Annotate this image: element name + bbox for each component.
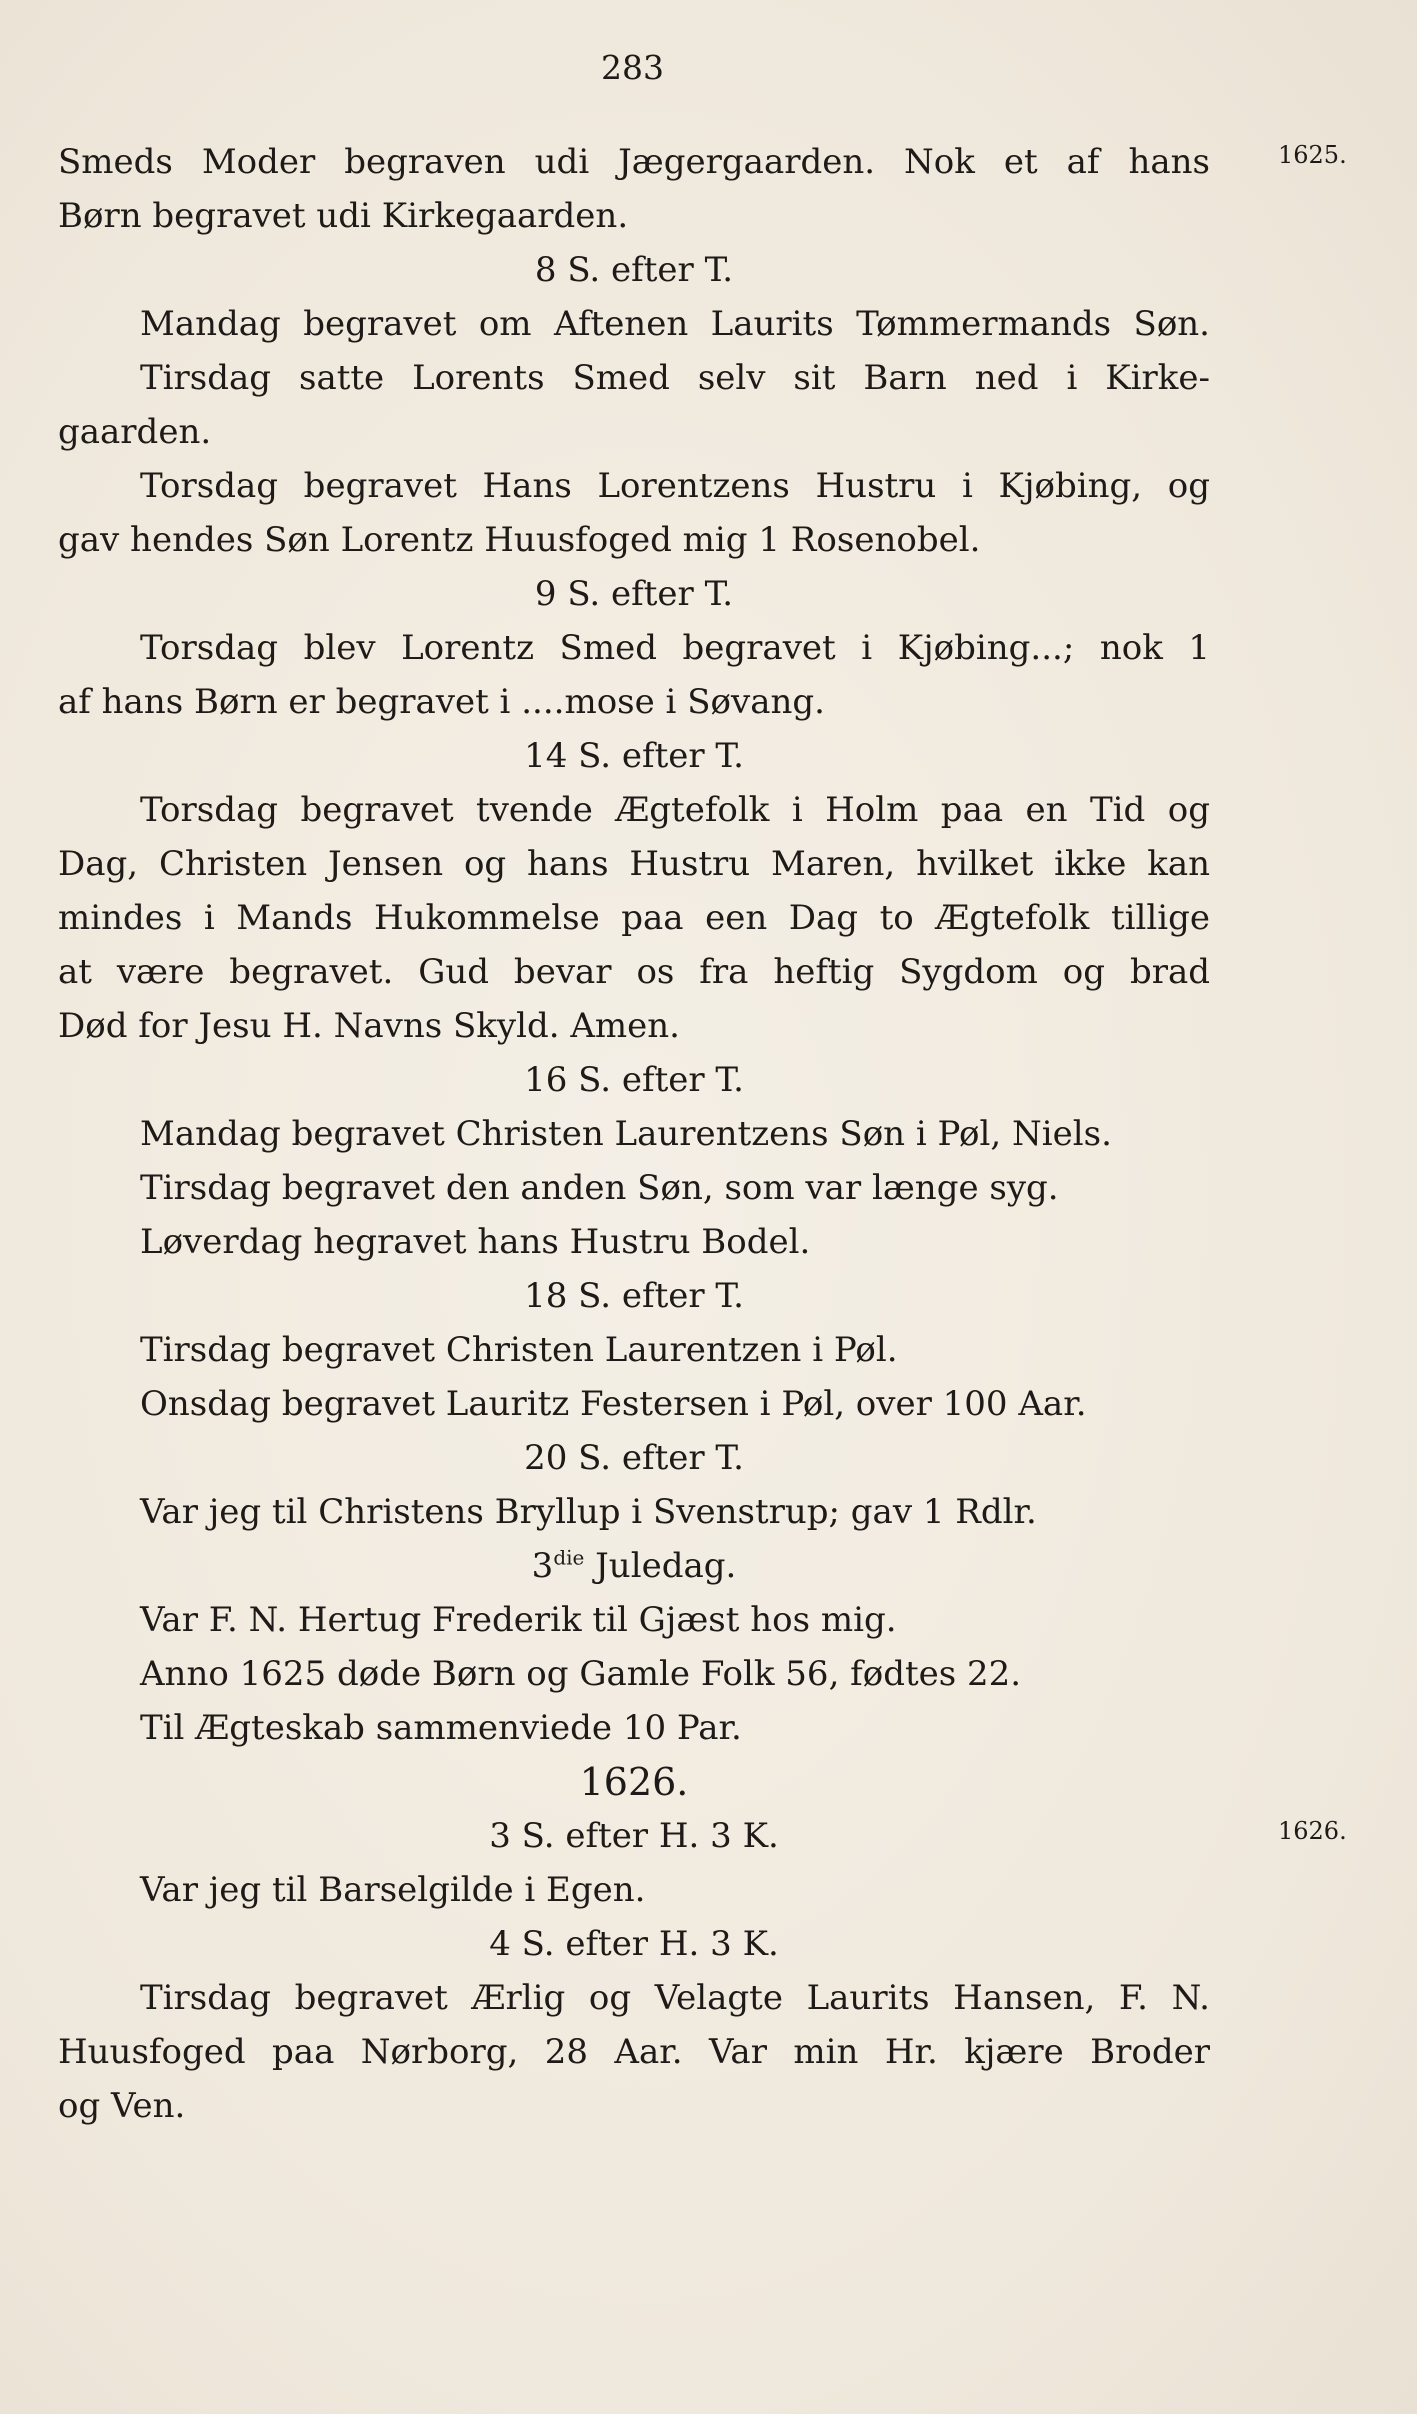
- text-line: Onsdag begravet Lauritz Festersen i Pøl, over 100 Aar.: [140, 1384, 1087, 1424]
- section-heading: 20 S. efter T.: [524, 1438, 744, 1478]
- text-line: Huusfoged paa Nørborg, 28 Aar. Var min Hr. kjære Broder: [58, 2032, 1210, 2072]
- section-heading: 14 S. efter T.: [524, 736, 744, 776]
- text-line: Torsdag begravet tvende Ægtefolk i Holm paa en Tid og: [140, 790, 1210, 830]
- text-line: Løverdag hegravet hans Hustru Bodel.: [140, 1222, 811, 1262]
- section-heading: 9 S. efter T.: [534, 574, 734, 614]
- text-line: Mandag begravet om Aftenen Laurits Tømmermands Søn.: [140, 304, 1210, 344]
- text-line: Mandag begravet Christen Laurentzens Søn i Pøl, Niels.: [140, 1114, 1112, 1154]
- text-line: Død for Jesu H. Navns Skyld. Amen.: [58, 1006, 680, 1046]
- margin-year-1626: 1626.: [1278, 1817, 1347, 1845]
- text-line: af hans Børn er begravet i ....mose i Søvang.: [58, 682, 825, 722]
- text-line: og Ven.: [58, 2086, 186, 2126]
- text-line: at være begravet. Gud bevar os fra heftig Sygdom og brad: [58, 952, 1210, 992]
- section-heading-text: Juledag.: [595, 1546, 737, 1586]
- text-line: Tirsdag begravet Christen Laurentzen i Pøl.: [140, 1330, 898, 1370]
- text-line: Børn begravet udi Kirkegaarden.: [58, 196, 629, 236]
- text-line: Til Ægteskab sammenviede 10 Par.: [140, 1708, 742, 1748]
- ordinal-number: 3: [531, 1546, 554, 1586]
- text-line: gav hendes Søn Lorentz Huusfoged mig 1 Rosenobel.: [58, 520, 981, 560]
- page-number: 283: [601, 48, 664, 87]
- section-heading: 4 S. efter H. 3 K.: [489, 1924, 779, 1964]
- section-heading: 3 S. efter H. 3 K.: [489, 1816, 779, 1856]
- text-line: mindes i Mands Hukommelse paa een Dag to Ægtefolk tillige: [58, 898, 1210, 938]
- text-line: Torsdag begravet Hans Lorentzens Hustru i Kjøbing, og: [140, 466, 1210, 506]
- margin-year-1625: 1625.: [1278, 141, 1347, 169]
- section-heading: 8 S. efter T.: [534, 250, 734, 290]
- body-text: [58, 135, 1210, 2133]
- section-heading: 18 S. efter T.: [524, 1276, 744, 1316]
- text-line: Dag, Christen Jensen og hans Hustru Maren, hvilket ikke kan: [58, 844, 1210, 884]
- text-line: Var jeg til Christens Bryllup i Svenstrup; gav 1 Rdlr.: [140, 1492, 1037, 1532]
- text-line: Torsdag blev Lorentz Smed begravet i Kjøbing...; nok 1: [140, 628, 1210, 668]
- year-heading: 1626.: [579, 1760, 689, 1804]
- text-line: gaarden.: [58, 412, 212, 452]
- text-line: Tirsdag begravet Ærlig og Velagte Laurits Hansen, F. N.: [140, 1978, 1210, 2018]
- section-heading: 16 S. efter T.: [524, 1060, 744, 1100]
- section-heading: [58, 1539, 1210, 1593]
- text-line: Smeds Moder begraven udi Jægergaarden. Nok et af hans: [58, 142, 1210, 182]
- text-line: Tirsdag begravet den anden Søn, som var længe syg.: [140, 1168, 1059, 1208]
- text-line: Anno 1625 døde Børn og Gamle Folk 56, fødtes 22.: [140, 1654, 1022, 1694]
- ordinal-suffix: die: [553, 1545, 585, 1570]
- text-line: Tirsdag satte Lorents Smed selv sit Barn ned i Kirke-: [140, 358, 1210, 398]
- text-line: Var F. N. Hertug Frederik til Gjæst hos mig.: [140, 1600, 897, 1640]
- text-line: Var jeg til Barselgilde i Egen.: [140, 1870, 646, 1910]
